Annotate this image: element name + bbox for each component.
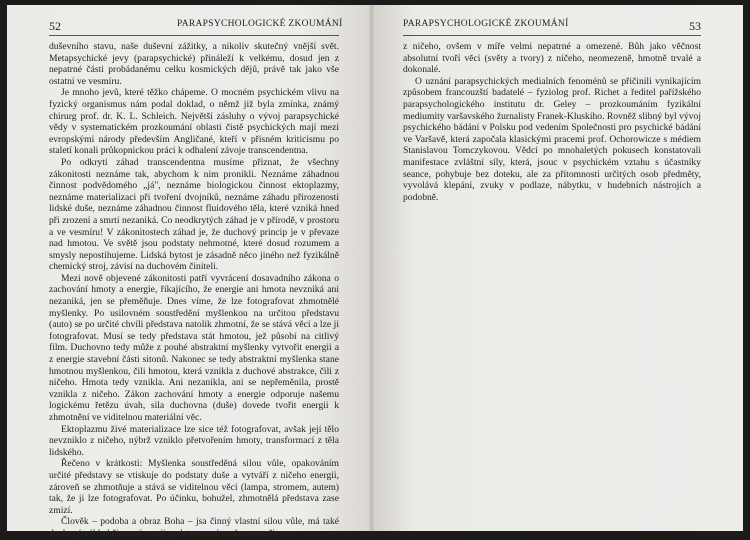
paragraph: Člověk – podoba a obraz Boha – jsa činný vlastní silou vůle, má také duchový základ činnosti, svoji podstatou má možnost tvořit xyxy=(49,516,339,539)
page-number-left: 52 xyxy=(49,19,61,33)
header-rule-right xyxy=(403,35,701,36)
page-number-right: 53 xyxy=(689,19,701,33)
running-head-left: PARAPSYCHOLOGICKÉ ZKOUMÁNÍ xyxy=(177,19,343,29)
right-page-body xyxy=(403,41,701,203)
paragraph: Ektoplazmu živé materializace lze sice též fotografovat, avšak její tělo nevzniklo z ničeho, nýbrž vzniklo přetvořením hmoty, transformací z těla lidského. xyxy=(49,423,339,458)
left-page xyxy=(7,5,373,539)
paragraph: duševního stavu, naše duševní zážitky, a nikoliv skutečný vnější svět. Metapsychické jevy (parapsychické) přináleží k velkému, dosud jen z nepatrné části probádanému celku kosmických dějů, právě tak jako vše ostatní ve vesmíru. xyxy=(49,41,339,87)
paragraph: Je mnoho jevů, které těžko chápeme. O mocném psychickém vlivu na fyzický organismus nám podal doklad, o němž již byla zmínka, známý chirurg prof. dr. K. L. Schleich. Největší zásluhy o vývoj parapsychické vědy v systematickém prozkoumání oblasti čistě psychických mají mezi evropskými národy především Angličané, kteří v přísném kriticismu po staletí konali průkopnickou práci k odhalení závoje transcendentna. xyxy=(49,87,339,157)
book-spread xyxy=(7,5,743,539)
running-head-right: PARAPSYCHOLOGICKÉ ZKOUMÁNÍ xyxy=(403,19,569,29)
paragraph: Mezi nově objevené zákonitosti patří vyvrácení dosavadního zákona o zachování hmoty a energie, říkajícího, že energie ani hmota nevzniká ani nezaniká, jen se přeměňuje. Dnes víme, že lze fotografovat zhmotnělé myšlenky. Po usilovném soustředění myšlenkou na určitou představu (auto) se po určité chvíli představa natolik zhmotní, že se stává věcí a lze ji fotografovat. Musí se tedy představa stát hmotou, jež působí na citlivý film. Duchovno tedy může z pouhé abstraktní myšlenky vytvořit energii a z energie stavební části sitonů. Nakonec se tedy abstraktní myšlenka stane hmotnou myšlenkou, čili hmotou, která vznikla z duchové abstrakce, čili z ničeho. Hmota tedy vznikla. Ani nezanikla, ani se nepřeměnila, prostě vznikla z ničeho. Zákon zachování hmoty a energie odporuje našemu logickému řetězu úvah, sila duchovna (duše) dovede tvořit energii k zhmotnění ve viditelnou materiální věc. xyxy=(49,272,339,423)
right-page xyxy=(373,5,743,531)
left-page-body xyxy=(49,41,339,540)
header-rule-left xyxy=(49,35,339,36)
paragraph: Řečeno v krátkosti: Myšlenka soustředěná silou vůle, opakováním určité představy se vtiskuje do podstaty duše a vytváří z ničeho energii, zároveň se zhmotňuje a stává se viditelnou věcí (lampa, stromem, autem) tak, že ji lze fotografovat. Po účinku, bohužel, zhmotnělá představa zase zmizí. xyxy=(49,458,339,516)
paragraph: O uznání parapsychických medialních fenoménů se přičinili vynikajícím způsobem francouzští badatelé – fyziolog prof. Richet a ředitel pařížského parapsychologického institutu dr. Geley – prozkoumáním fyzikální mediumity varšavského žurnalisty Franek-Kluskiho. Rovněž slibný byl vývoj psychického bádání v Polsku pod vedením Společnosti pro psychické bádání ve Varšavě, která započala klasickými pracemi prof. Ochorowicze s médiem Stanislavou Tomczykovou. Vědci po mnohaletých pokusech konstatovali manifestace zvláštní síly, která, jsouc v psychickém vztahu s účastníky seance, pohybuje bez doteku, ale za přítomnosti určitých osob předměty, vyvolává klepání, zvuky v podlaze, nábytku, v hudebních nástrojích a podobně. xyxy=(403,75,701,203)
paragraph: z ničeho, ovšem v míře velmi nepatrné a omezené. Bůh jako věčnost absolutní tvoří věci (světy a tvory) z ničeho, neomezeně, hmotně trvalé a dokonalé. xyxy=(403,41,701,76)
paragraph: Po odkrytí záhad transcendentna musíme přiznat, že všechny zákonitosti neznáme tak, abychom k nim pronikli. Neznáme záhadnou činnost podvědomého „já", neznáme biologickou činnost ektoplazmy, neznáme materializaci při tvoření dvojníků, neznáme záhadu přirozenosti lidské duše, neznáme záhadnou činnost fluidového těla, které vzniká hned při zrození a smrtí nezaniká. Co neodkrytých záhad je v přírodě, v prostoru a ve vesmíru! V zákonitostech záhad je, že duchový princip je v převaze nad hmotou. Ve světě jsou podstaty nehmotné, které dosud rozumem a smysly nepostihujeme. Lidská bytost je zásadně něco jiného než fyzikálně chemický stroj, závisí na duchovém činiteli. xyxy=(49,156,339,273)
